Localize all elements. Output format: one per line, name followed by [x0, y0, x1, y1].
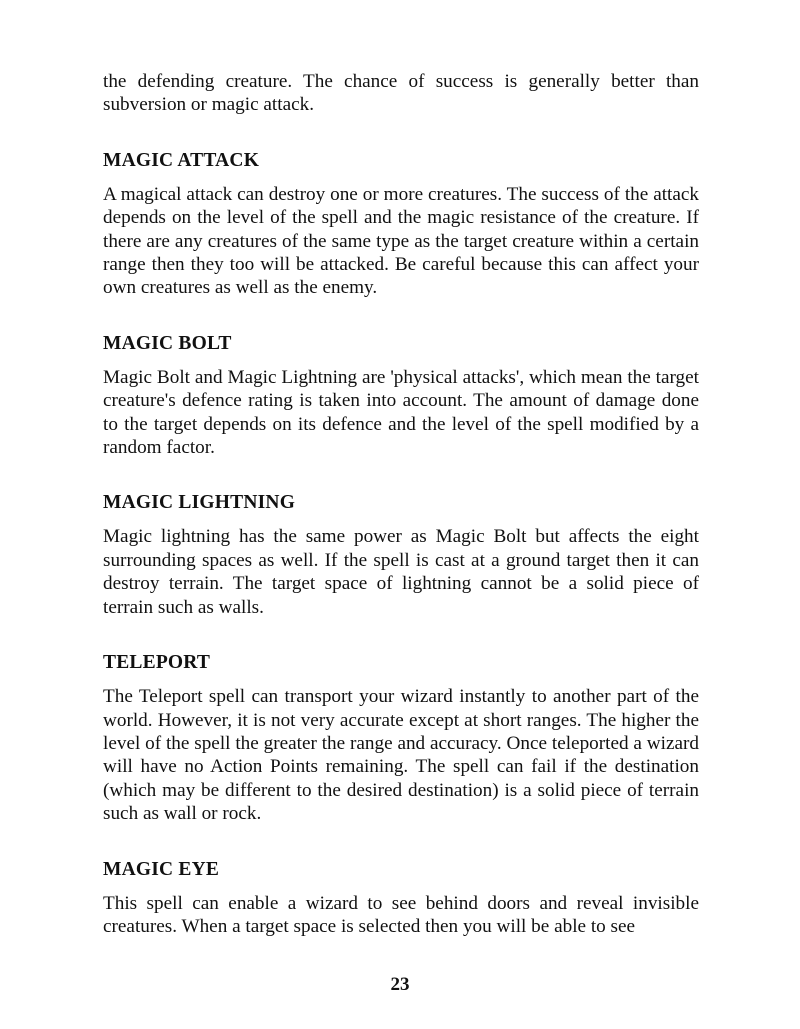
section-heading-magic-attack: MAGIC ATTACK — [103, 149, 260, 171]
section-body-teleport: The Teleport spell can transport your wizard instantly to another part of the world. However, it is not very accurate except at short ranges. The higher the level of the spell the greater the range and accuracy. Once teleported a wizard will have no Action Points remaining. The spell can fail if the destination (which may be different to the desired destination) is a solid piece of terrain such as wall or rock. — [103, 686, 699, 825]
section-body-magic-lightning: Magic lightning has the same power as Magic Bolt but affects the eight surrounding spaces as well. If the spell is cast at a ground target then it can destroy terrain. The target space of lightning cannot be a solid piece of terrain such as walls. — [103, 526, 699, 618]
section-body-magic-eye: This spell can enable a wizard to see behind doors and reveal invisible creatures. When a target space is selected then you will be able to see — [103, 892, 699, 937]
section-heading-magic-bolt: MAGIC BOLT — [103, 332, 232, 354]
page-number: 23 — [390, 974, 410, 995]
document-page — [103, 70, 699, 938]
section-body-magic-attack: A magical attack can destroy one or more creatures. The success of the attack depends on the level of the spell and the magic resistance of the creature. If there are any creatures of the same type as the target creature within a certain range then they too will be attacked. Be careful because this can affect your own creatures as well as the enemy. — [103, 183, 699, 299]
section-heading-magic-eye: MAGIC EYE — [103, 858, 220, 880]
intro-paragraph: the defending creature. The chance of success is generally better than subversion or magic attack. — [103, 71, 699, 116]
section-heading-magic-lightning: MAGIC LIGHTNING — [103, 492, 296, 514]
section-body-magic-bolt: Magic Bolt and Magic Lightning are 'physical attacks', which mean the target creature's defence rating is taken into account. The amount of damage done to the target depends on its defence and the level of the spell modified by a random factor. — [103, 366, 699, 459]
section-heading-teleport: TELEPORT — [103, 652, 211, 674]
